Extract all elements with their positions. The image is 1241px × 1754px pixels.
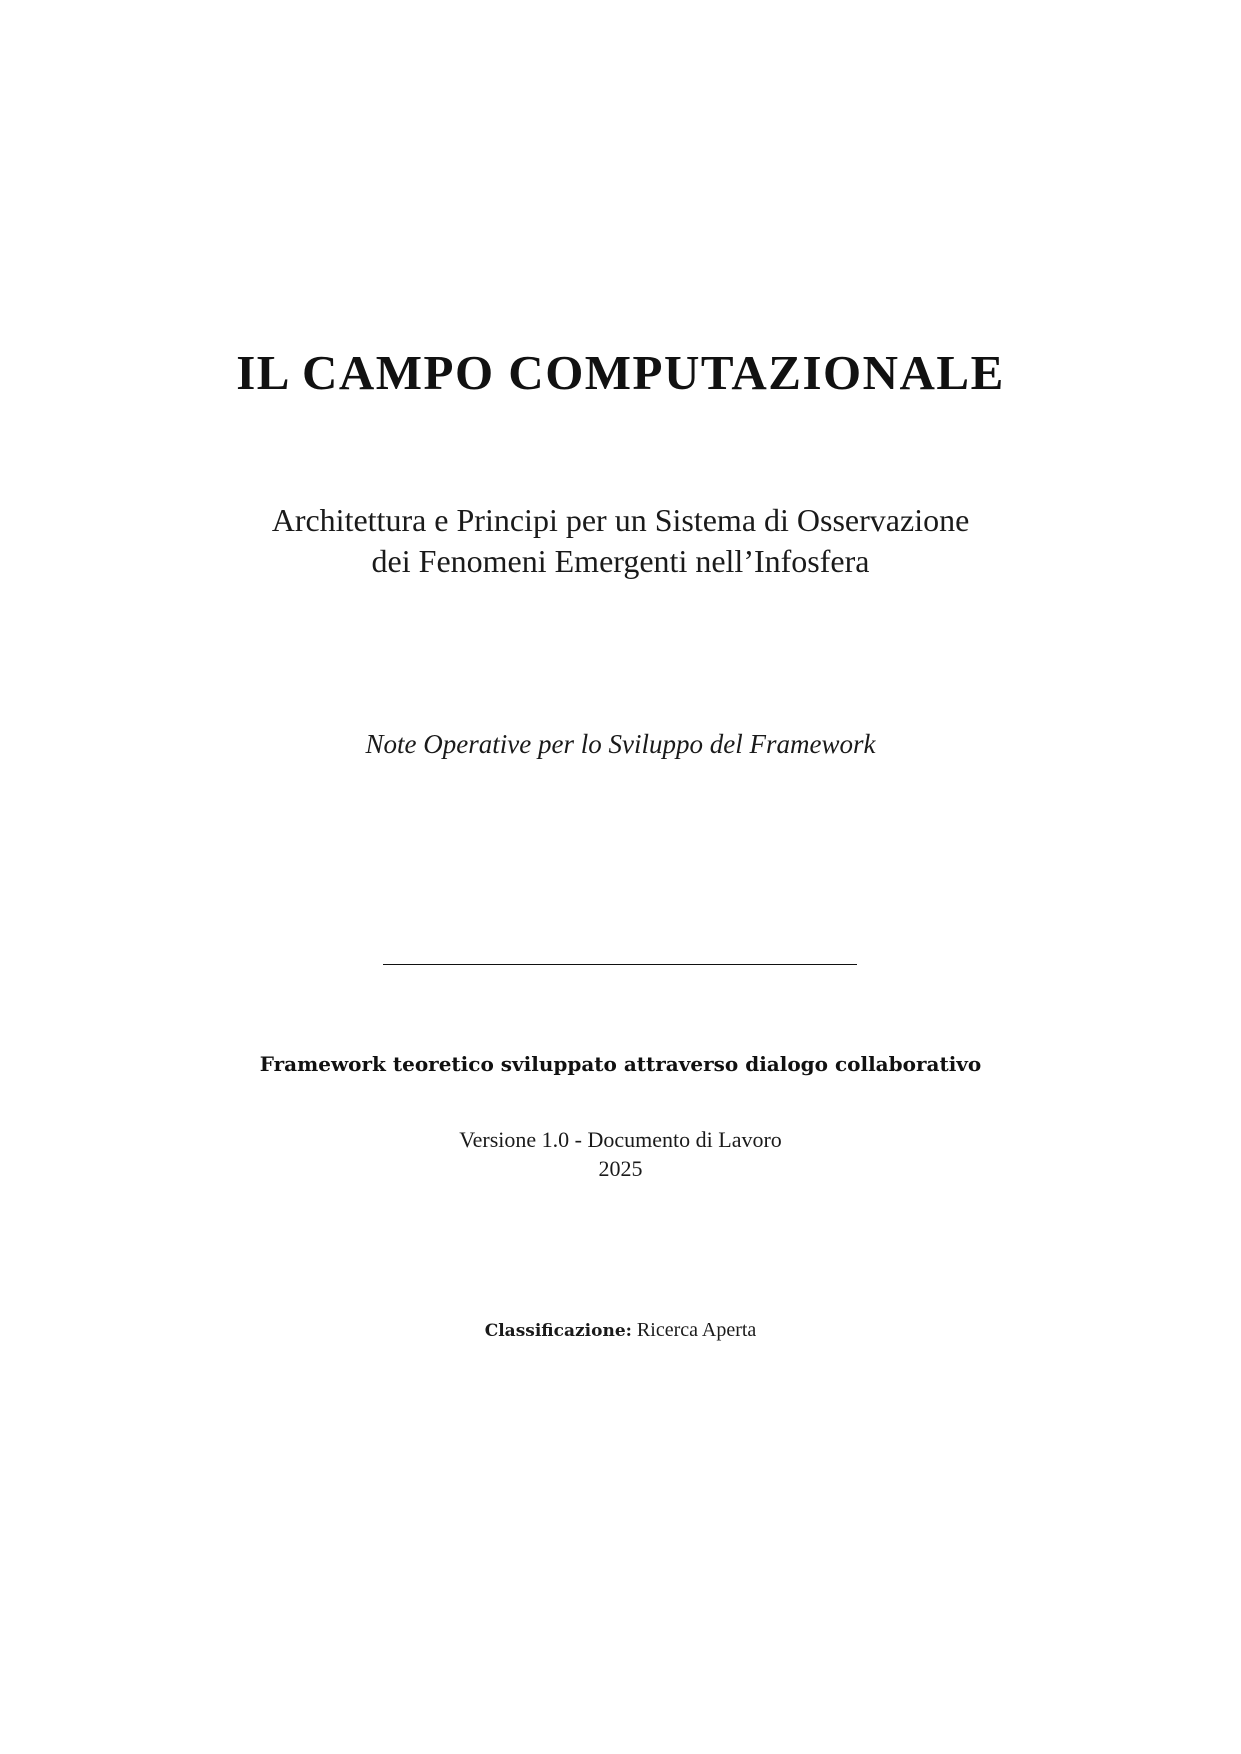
document-subtitle: [0, 500, 1241, 582]
operative-note: Note Operative per lo Sviluppo del Framework: [365, 729, 876, 759]
subtitle-line-2: dei Fenomeni Emergenti nell’Infosfera: [371, 543, 870, 579]
version-year: 2025: [598, 1156, 643, 1181]
version-label: Versione 1.0 - Documento di Lavoro: [459, 1127, 782, 1152]
classification-value: Ricerca Aperta: [636, 1319, 757, 1341]
horizontal-divider: [383, 964, 857, 965]
subtitle-line-1: Architettura e Principi per un Sistema di Osservazione: [271, 502, 970, 538]
version-info: [0, 1125, 1241, 1183]
framework-statement: Framework teoretico sviluppato attraverso dialogo collaborativo: [259, 1052, 982, 1076]
document-title: IL CAMPO COMPUTAZIONALE: [236, 345, 1005, 400]
classification: [0, 1317, 1241, 1344]
classification-label: Classificazione:: [484, 1321, 632, 1341]
